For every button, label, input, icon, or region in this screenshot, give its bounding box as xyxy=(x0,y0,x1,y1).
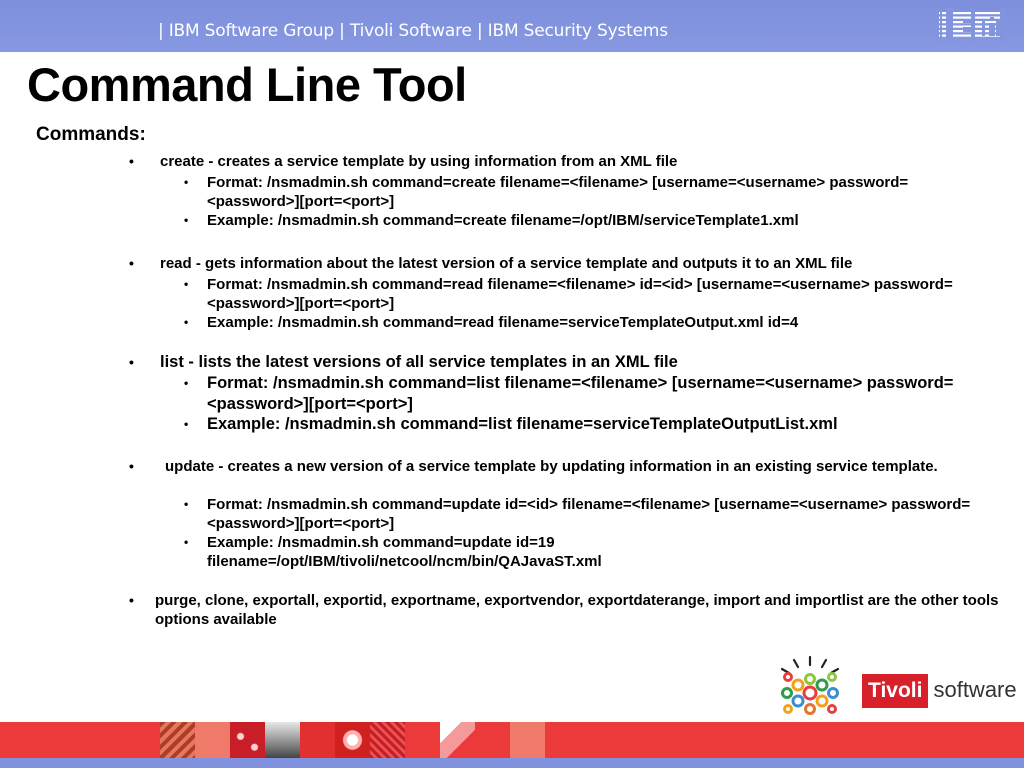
command-example: Example: /nsmadmin.sh command=list filename=serviceTemplateOutputList.xml xyxy=(207,415,838,433)
command-format: Format: /nsmadmin.sh command=read filename=<filename> id=<id> [username=<username> password=<password>][port=<port>] xyxy=(207,276,953,312)
bullet-icon: • xyxy=(129,255,134,271)
list-item-example xyxy=(184,533,687,571)
footer-tile-image xyxy=(300,722,335,758)
bullet-icon: • xyxy=(184,535,189,549)
list-item-list xyxy=(129,352,1015,373)
tivoli-wordmark: Tivoli xyxy=(862,674,928,708)
list-item-example xyxy=(184,414,1007,435)
list-item-read xyxy=(129,254,1015,273)
tivoli-software-logo xyxy=(862,674,1017,708)
header-breadcrumb: | IBM Software Group | Tivoli Software | IBM Security Systems xyxy=(158,21,668,41)
bullet-icon: • xyxy=(129,354,134,370)
list-item-format xyxy=(184,173,927,211)
bullet-icon: • xyxy=(184,376,189,390)
command-description: read - gets information about the latest version of a service template and outputs it to an XML file xyxy=(160,255,853,272)
bullet-icon: • xyxy=(184,315,189,329)
footer-tile-image xyxy=(405,722,440,758)
command-description: list - lists the latest versions of all service templates in an XML file xyxy=(160,353,678,371)
footer-tile-image xyxy=(370,722,405,758)
bullet-icon: • xyxy=(129,592,134,608)
footer-tile-image xyxy=(265,722,300,758)
section-label: Commands: xyxy=(36,124,146,145)
command-example: Example: /nsmadmin.sh command=update id=19 filename=/opt/IBM/tivoli/netcool/ncm/bin/QAJavaST.xml xyxy=(207,534,602,570)
footer-tile-image xyxy=(440,722,475,758)
bullet-icon: • xyxy=(184,277,189,291)
bullet-icon: • xyxy=(129,153,134,169)
list-item-example xyxy=(184,211,1007,230)
list-item-other-tools xyxy=(129,591,1000,629)
eye-image-icon xyxy=(335,722,370,758)
list-item-create xyxy=(129,152,1015,171)
other-tools-note: purge, clone, exportall, exportid, exportname, exportvendor, exportdaterange, import and importlist are the other tools options available xyxy=(155,592,999,628)
footer-tile-image xyxy=(230,722,265,758)
bullet-icon: • xyxy=(184,417,189,431)
bullet-icon: • xyxy=(184,175,189,189)
list-item-update xyxy=(129,457,985,476)
footer-tile-image xyxy=(475,722,510,758)
command-format: Format: /nsmadmin.sh command=create filename=<filename> [username=<username> password=<password>][port=<port>] xyxy=(207,174,909,210)
command-example: Example: /nsmadmin.sh command=read filename=serviceTemplateOutput.xml id=4 xyxy=(207,314,799,331)
bullet-icon: • xyxy=(184,497,189,511)
bullet-icon: • xyxy=(129,458,134,474)
bullet-icon: • xyxy=(184,213,189,227)
footer-line xyxy=(0,758,1024,768)
ibm-logo-icon xyxy=(934,8,1006,42)
list-item-format xyxy=(184,275,982,313)
software-wordmark: software xyxy=(933,677,1017,702)
tivoli-sunburst-icon xyxy=(770,655,850,721)
command-description: create - creates a service template by using information from an XML file xyxy=(160,153,678,170)
command-example: Example: /nsmadmin.sh command=create filename=/opt/IBM/serviceTemplate1.xml xyxy=(207,212,799,229)
footer-tile-image xyxy=(195,722,230,758)
command-description: update - creates a new version of a service template by updating information in an existing service template. xyxy=(165,458,938,475)
page-title: Command Line Tool xyxy=(27,58,467,111)
command-format: Format: /nsmadmin.sh command=update id=<id> filename=<filename> [username=<username> password=<password>][port=<port>] xyxy=(207,496,971,532)
list-item-example xyxy=(184,313,1007,332)
footer-tile-image xyxy=(510,722,545,758)
footer-image-strip xyxy=(160,722,545,758)
list-item-format xyxy=(184,495,1002,533)
list-item-format xyxy=(184,373,967,415)
command-format: Format: /nsmadmin.sh command=list filename=<filename> [username=<username> password=<password>][port=<port>] xyxy=(207,374,954,413)
header-bar xyxy=(0,0,1024,52)
footer-tile-image xyxy=(160,722,195,758)
